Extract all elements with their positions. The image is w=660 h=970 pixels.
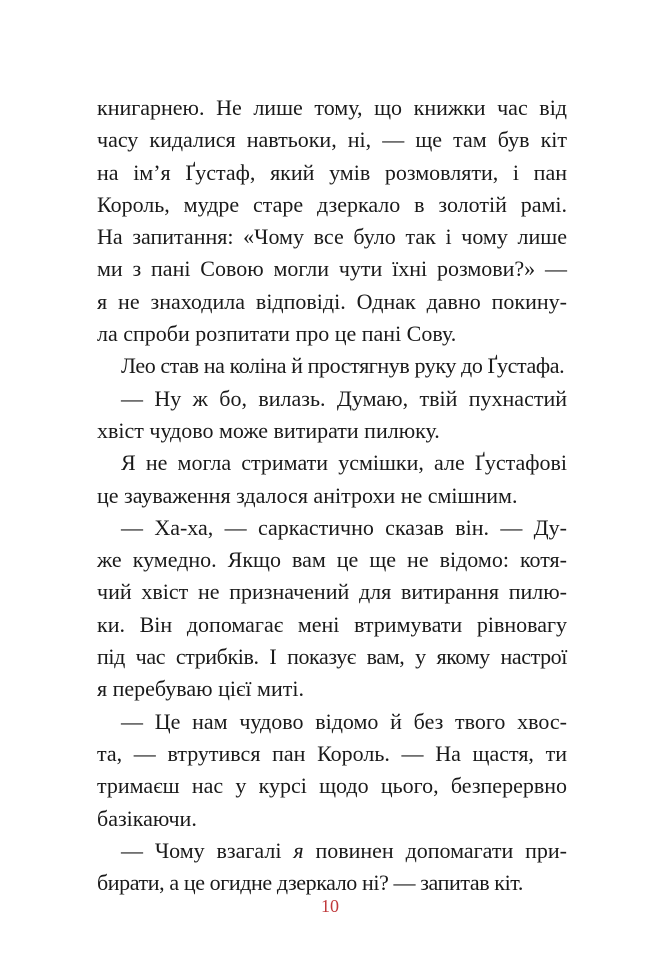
page-number: 10 [321,896,339,916]
text-run: — Чому взагалі [121,837,294,863]
paragraph-start: — Ну ж бо, вилазь. Думаю, твій пухнастий [121,385,567,411]
text-line: тримаєш нас у курсі щодо цього, безперервно [97,773,567,799]
paragraph-start: — Ха-ха, — саркастично сказав він. — Ду- [121,514,567,540]
text-line: ми з пані Совою могли чути їхні розмови?» — [97,256,567,282]
paragraph-start: — Це нам чудово відомо й без твого хвос- [121,708,567,734]
text-line: Король, мудре старе дзеркало в золотій рамі. [97,191,567,217]
text-line: та, — втрутився пан Король. — На щастя, ти [97,740,567,766]
paragraph-start: Лео став на коліна й простягнув руку до Ґустафа. [121,353,565,379]
text-line: під час стрибків. І показує вам, у якому настрої [97,644,567,670]
text-line: ки. Він допомагає мені втримувати рівновагу [97,611,567,637]
text-line: я не знаходила відповіді. Однак давно покину- [97,288,567,314]
text-line: на ім’я Ґустаф, який умів розмовляти, і пан [97,159,567,185]
text-line: це зауваження здалося анітрохи не смішним. [97,482,518,508]
text-line: базікаючи. [97,805,197,831]
body-text [97,92,567,899]
emphasis-word: я [293,837,304,863]
text-line: хвіст чудово може витирати пилюку. [97,417,440,443]
text-line: чий хвіст не призначений для витирання пилю- [97,579,567,605]
text-line: бирати, а це огидне дзеркало ні? — запитав кіт. [97,870,523,896]
text-line: же кумедно. Якщо вам це ще не відомо: котя- [97,547,567,573]
paragraph-start [97,835,567,867]
text-line: На запитання: «Чому все було так і чому лише [97,224,567,250]
text-line: часу кидалися навтьоки, ні, — ще там був кіт [97,127,567,153]
paragraph-start: Я не могла стримати усмішки, але Ґустафові [121,450,567,476]
text-run: повинен допомагати при- [303,837,568,863]
text-line: книгарнею. Не лише тому, що книжки час від [97,95,567,120]
text-line: я перебуваю цієї миті. [97,676,304,702]
text-line: ла спроби розпитати про це пані Сову. [97,321,457,347]
